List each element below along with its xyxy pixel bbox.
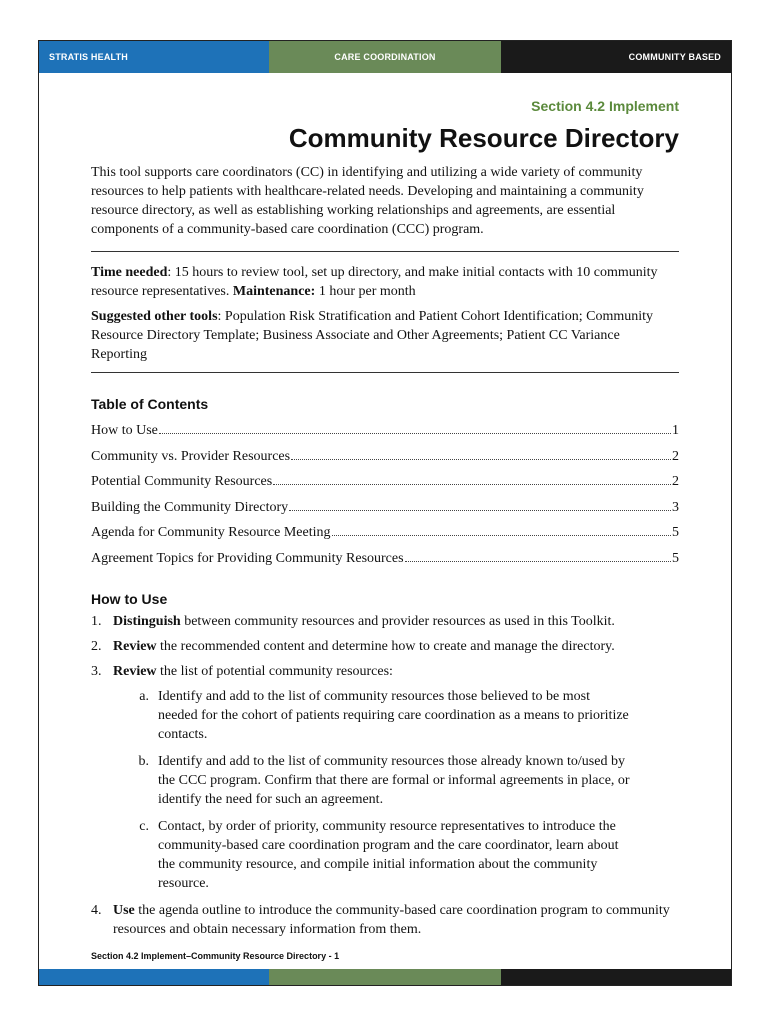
divider-bottom — [91, 372, 679, 373]
substep-item — [91, 687, 679, 744]
step-number: 1. — [91, 614, 102, 629]
toc-leader-dots — [273, 484, 671, 485]
maintenance-label: Maintenance: — [232, 284, 316, 299]
step-verb: Distinguish — [113, 614, 181, 629]
substep-text: Identify and add to the list of community resources those already known to/used by the CCC program. Confirm that there are formal or informal agreements in place, or identify the need for such an agreement. — [158, 754, 630, 807]
how-to-use-heading: How to Use — [91, 591, 168, 607]
toc-entry[interactable] — [91, 449, 679, 475]
substep-text: Contact, by order of priority, community resource representatives to introduce the community-based care coordination program and the care coordinator, learn about the community resource, and compile initial information about the community resource. — [158, 819, 619, 891]
how-to-use-steps — [91, 612, 679, 945]
header-segment-setting — [501, 41, 731, 73]
step-number: 2. — [91, 639, 102, 654]
document-page — [38, 40, 732, 986]
page-title: Community Resource Directory — [288, 123, 679, 153]
section-label: Section 4.2 Implement — [531, 98, 679, 114]
step-text: the list of potential community resources: — [156, 664, 393, 679]
table-of-contents — [91, 423, 679, 577]
step-verb: Use — [113, 903, 135, 918]
time-needed-label: Time needed — [91, 265, 168, 280]
toc-entry[interactable] — [91, 551, 679, 577]
toc-entry-title: Agreement Topics for Providing Community Resources — [91, 550, 404, 566]
divider-top — [91, 251, 679, 252]
toc-entry-title: Agenda for Community Resource Meeting — [91, 525, 331, 541]
footer-segment-black — [501, 969, 731, 985]
suggested-tools-block — [91, 307, 679, 364]
intro-paragraph: This tool supports care coordinators (CC) in identifying and utilizing a wide variety of community resources to help patients with healthcare-related needs. Developing and maintaining a community resource directory, as well as establishing working relationships and agreements, are essential components of a community-based care coordination (CCC) program. — [91, 165, 644, 237]
header-segment-topic — [269, 41, 501, 73]
toc-entry[interactable] — [91, 423, 679, 449]
toc-entry-title: Building the Community Directory — [91, 499, 289, 515]
substep-letter: b. — [138, 754, 149, 769]
suggested-tools-label: Suggested other tools — [91, 309, 218, 324]
toc-entry-page: 2 — [672, 448, 679, 464]
header-setting-label: COMMUNITY BASED — [628, 52, 721, 62]
substep-list — [91, 687, 679, 893]
step-number: 4. — [91, 903, 102, 918]
footer-segment-green — [269, 969, 501, 985]
toc-entry[interactable] — [91, 474, 679, 500]
substep-item — [91, 752, 679, 809]
toc-entry-page: 5 — [672, 525, 679, 541]
toc-leader-dots — [291, 459, 671, 460]
toc-entry[interactable] — [91, 500, 679, 526]
substep-item — [91, 817, 679, 893]
header-org-label: STRATIS HEALTH — [49, 52, 128, 62]
header-segment-org — [39, 41, 269, 73]
toc-entry-title: How to Use — [91, 423, 158, 438]
header-topic-label: CARE COORDINATION — [334, 52, 436, 62]
step-item — [91, 901, 679, 939]
toc-entry-title: Potential Community Resources — [91, 474, 273, 490]
toc-entry-title: Community vs. Provider Resources — [91, 448, 291, 464]
step-text: the recommended content and determine how to create and manage the directory. — [156, 639, 615, 654]
toc-entry-page: 3 — [672, 499, 679, 515]
footer-bar — [39, 969, 731, 985]
page-footer: Section 4.2 Implement–Community Resource Directory - 1 — [91, 951, 340, 961]
toc-leader-dots — [332, 535, 671, 536]
step-item — [91, 662, 679, 681]
toc-leader-dots — [159, 433, 671, 434]
toc-entry-page: 1 — [672, 423, 679, 438]
step-text: the agenda outline to introduce the community-based care coordination program to community resources and obtain necessary information from them. — [113, 903, 670, 937]
footer-segment-blue — [39, 969, 269, 985]
toc-entry[interactable] — [91, 525, 679, 551]
toc-leader-dots — [405, 561, 671, 562]
substep-text: Identify and add to the list of community resources those believed to be most needed for the cohort of patients requiring care coordination as a means to prioritize contacts. — [158, 689, 629, 742]
toc-entry-page: 5 — [672, 550, 679, 566]
step-text: between community resources and provider resources as used in this Toolkit. — [180, 614, 615, 629]
step-verb: Review — [113, 639, 157, 654]
toc-entry-page: 2 — [672, 474, 679, 490]
time-needed-text: : 15 hours to review tool, set up directory, and make initial contacts with 10 community resource representatives. — [91, 265, 658, 299]
toc-leader-dots — [289, 510, 671, 511]
substep-letter: c. — [139, 819, 149, 834]
step-item — [91, 612, 679, 631]
suggested-tools-text: : Population Risk Stratification and Patient Cohort Identification; Community Resource Directory Template; Business Associate and Other Agreements; Patient CC Variance Reporting — [91, 309, 654, 362]
time-needed-block — [91, 263, 679, 301]
substep-letter: a. — [139, 689, 149, 704]
step-item — [91, 637, 679, 656]
step-number: 3. — [91, 664, 102, 679]
step-verb: Review — [113, 664, 157, 679]
header-bar — [39, 41, 731, 73]
toc-heading: Table of Contents — [91, 396, 209, 412]
maintenance-text: 1 hour per month — [315, 284, 416, 299]
